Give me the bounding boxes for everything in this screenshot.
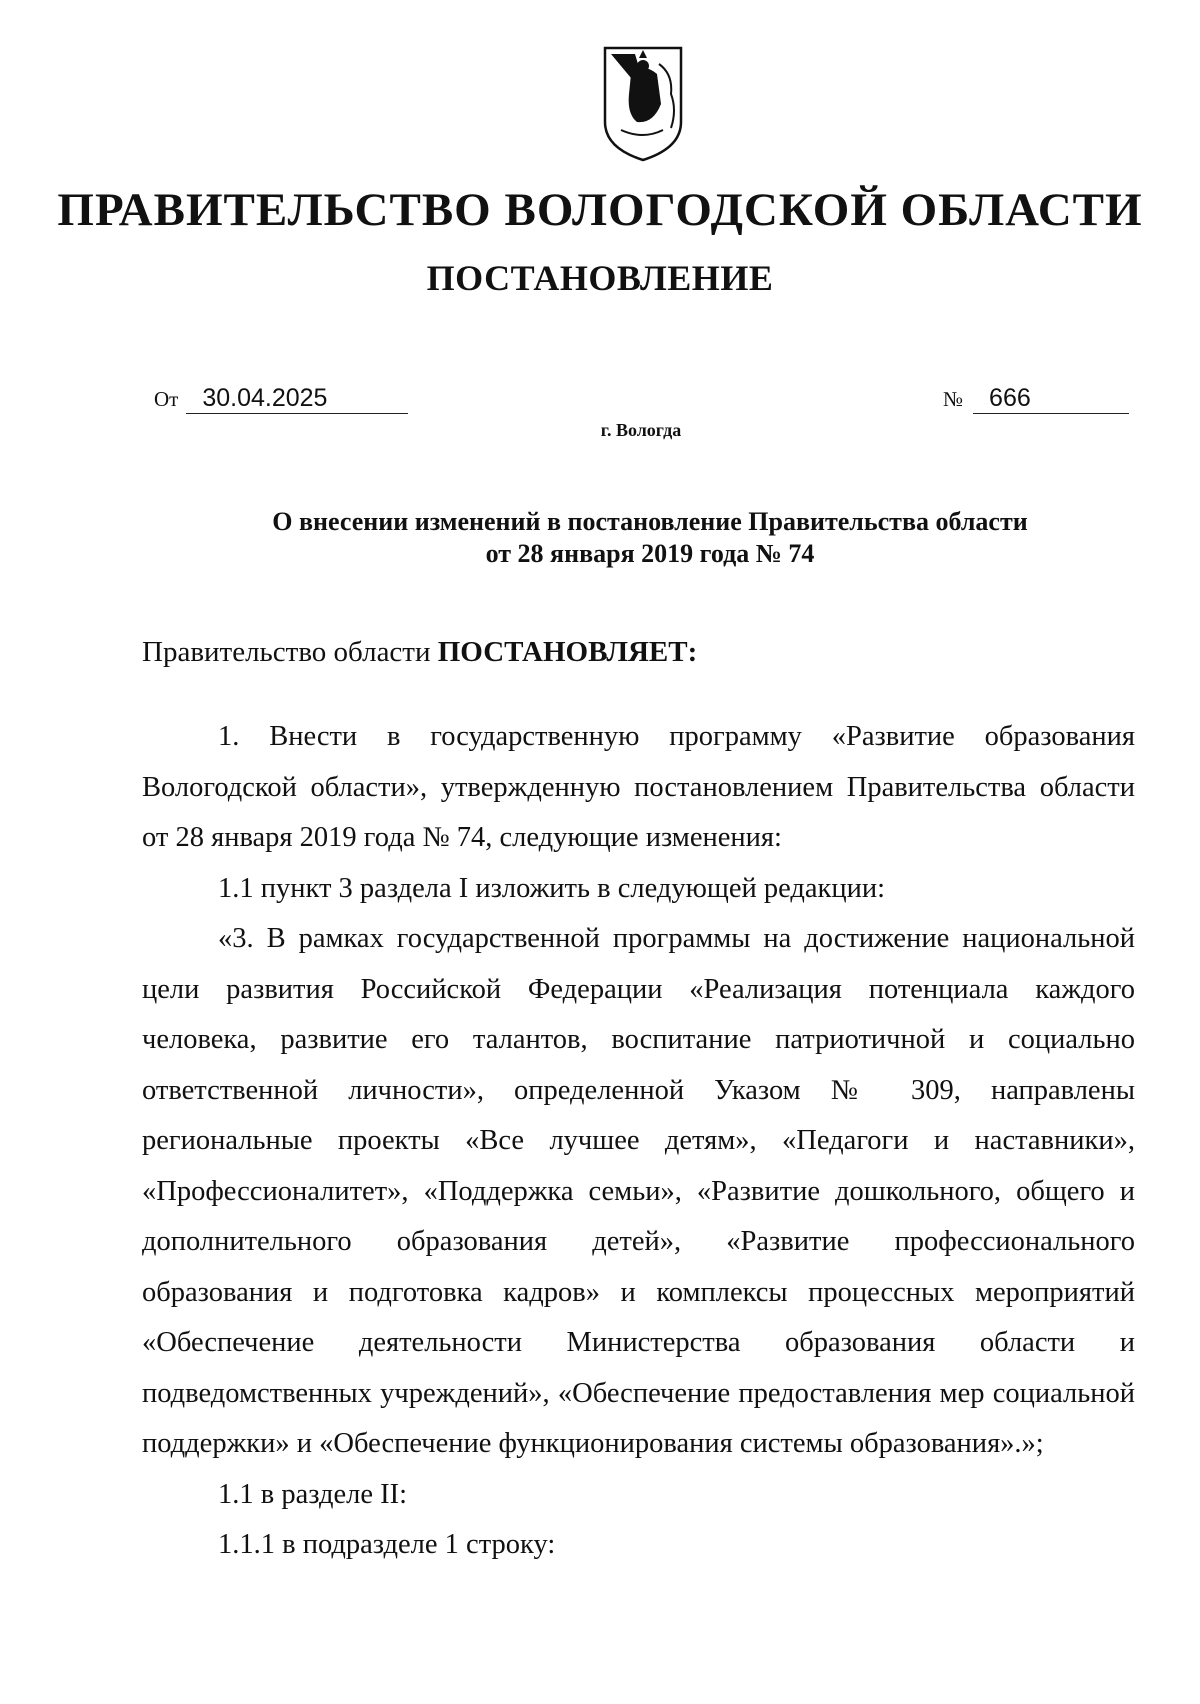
paragraph-3: «3. В рамках государственной программы на достижение национальной цели развития Российской Федерации «Реализация потенциала каждого человека, развитие его талантов, воспитание патриотичной и социально ответственной личности», определенной Указом № 309, направлены региональные проекты «Все лучшее детям», «Педагоги и наставники», «Профессионалитет», «Поддержка семьи», «Развитие дошкольного, общего и дополнительного образования детей», «Развитие профессионального образования и подготовка кадров» и комплексы процессных мероприятий «Обеспечение деятельности Министерства образования области и подведомственных учреждений», «Обеспечение предоставления мер социальной поддержки» и «Обеспечение функционирования системы образования».»; (142, 923, 1135, 1459)
document-body (142, 712, 1135, 1571)
subject-line-1: О внесении изменений в постановление Правительства области (272, 507, 1028, 536)
date-value: 30.04.2025 (186, 383, 408, 414)
subject-line-2: от 28 января 2019 года № 74 (485, 539, 815, 568)
paragraph-4: 1.1 в разделе II: (218, 1478, 408, 1510)
document-number (943, 383, 1129, 414)
date-label: От (154, 387, 179, 411)
coat-of-arms-emblem (601, 44, 685, 162)
paragraph-2: 1.1 пункт 3 раздела I изложить в следующей редакции: (218, 872, 886, 904)
number-value: 666 (973, 383, 1129, 414)
preamble (142, 633, 697, 671)
preamble-text: Правительство области (142, 636, 438, 668)
preamble-decree-word: ПОСТАНОВЛЯЕТ: (437, 636, 698, 668)
document-date (154, 383, 408, 414)
document-type-title: ПОСТАНОВЛЕНИЕ (426, 258, 774, 298)
paragraph-5: 1.1.1 в подразделе 1 строку: (218, 1529, 556, 1560)
paragraph-1: 1. Внести в государственную программу «Развитие образования Вологодской области», утвержденную постановлением Правительства области от 28 января 2019 года № 74, следующие изменения: (142, 721, 1135, 853)
city-label: г. Вологда (600, 420, 682, 440)
document-subject (150, 506, 1150, 570)
organization-title: ПРАВИТЕЛЬСТВО ВОЛОГОДСКОЙ ОБЛАСТИ (57, 184, 1143, 236)
number-label: № (943, 387, 964, 411)
